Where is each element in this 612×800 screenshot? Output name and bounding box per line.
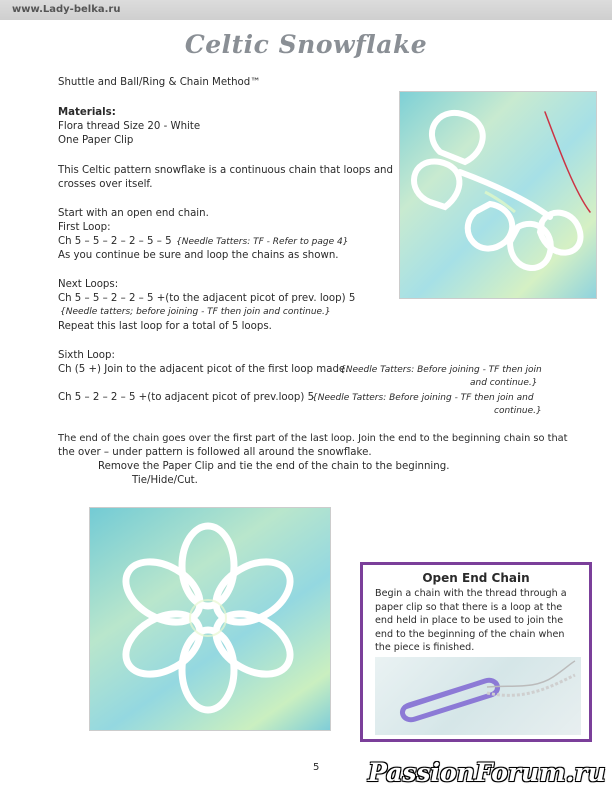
site-url[interactable]: www.Lady-belka.ru: [12, 4, 121, 15]
box-line: paper clip so that there is a loop at the: [375, 601, 563, 613]
start-line: Start with an open end chain.: [58, 208, 209, 219]
sixth-loop-line1: Ch (5 +) Join to the adjacent picot of the first loop made.: [58, 364, 349, 375]
intro-line: This Celtic pattern snowflake is a continuous chain that loops and: [58, 165, 393, 176]
sixth-loop-heading: Sixth Loop:: [58, 350, 115, 361]
first-loop-pattern: Ch 5 – 5 – 2 – 2 – 5 – 5: [58, 236, 172, 247]
box-line: end held in place to be used to join the: [375, 615, 564, 626]
sixth-loop-line2: Ch 5 – 2 – 2 – 5 +(to adjacent picot of prev.loop) 5: [58, 392, 315, 403]
first-loop-heading: First Loop:: [58, 222, 111, 233]
next-loops-repeat: Repeat this last loop for a total of 5 loops.: [58, 321, 272, 332]
sixth-loop-note1b: and continue.}: [470, 378, 538, 388]
intro-line: crosses over itself.: [58, 179, 153, 190]
snowflake-finished-image: [90, 508, 330, 730]
sixth-loop-note1a: {Needle Tatters: Before joining - TF then join: [340, 365, 542, 375]
box-line: end to the beginning of the chain when: [375, 628, 565, 640]
paper-clip-photo: [375, 657, 581, 735]
page-title: Celtic Snowflake: [184, 30, 428, 59]
box-line: Begin a chain with the thread through a: [375, 588, 567, 599]
finish-line2: the over – under pattern is followed all around the snowflake.: [58, 447, 372, 458]
materials-heading: Materials:: [58, 107, 116, 118]
next-loops-note: {Needle tatters; before joining - TF then join and continue.}: [60, 307, 331, 317]
finish-line4: Tie/Hide/Cut.: [132, 475, 198, 486]
method-line: Shuttle and Ball/Ring & Chain Method™: [58, 77, 261, 88]
sixth-loop-note2b: continue.}: [494, 406, 542, 416]
top-bar: [0, 0, 612, 20]
materials-item: One Paper Clip: [58, 135, 134, 146]
first-loop-note: {Needle Tatters: TF - Refer to page 4}: [176, 237, 349, 247]
page-number: 5: [313, 762, 320, 773]
next-loops-heading: Next Loops:: [58, 279, 119, 290]
box-text: [375, 587, 585, 655]
finish-line1: The end of the chain goes over the first part of the last loop. Join the end to the beginning chain so that: [58, 433, 568, 444]
open-end-chain-box: [360, 562, 592, 742]
box-line: the piece is finished.: [375, 642, 475, 653]
snowflake-partial-image: [400, 92, 596, 298]
next-loops-pattern: Ch 5 – 5 – 2 – 2 – 5 +(to the adjacent picot of prev. loop) 5: [58, 293, 356, 304]
sixth-loop-note2a: {Needle Tatters: Before joining - TF then join and: [312, 393, 534, 403]
box-title: Open End Chain: [422, 571, 530, 585]
first-loop-followup: As you continue be sure and loop the chains as shown.: [58, 250, 339, 261]
paper-clip-icon: [375, 657, 581, 735]
finish-line3: Remove the Paper Clip and tie the end of the chain to the beginning.: [98, 461, 450, 472]
snowflake-progress-photo: [400, 92, 596, 298]
watermark: PassionForum.ru: [368, 758, 606, 787]
materials-item: Flora thread Size 20 - White: [58, 121, 201, 132]
snowflake-finished-photo: [90, 508, 330, 730]
